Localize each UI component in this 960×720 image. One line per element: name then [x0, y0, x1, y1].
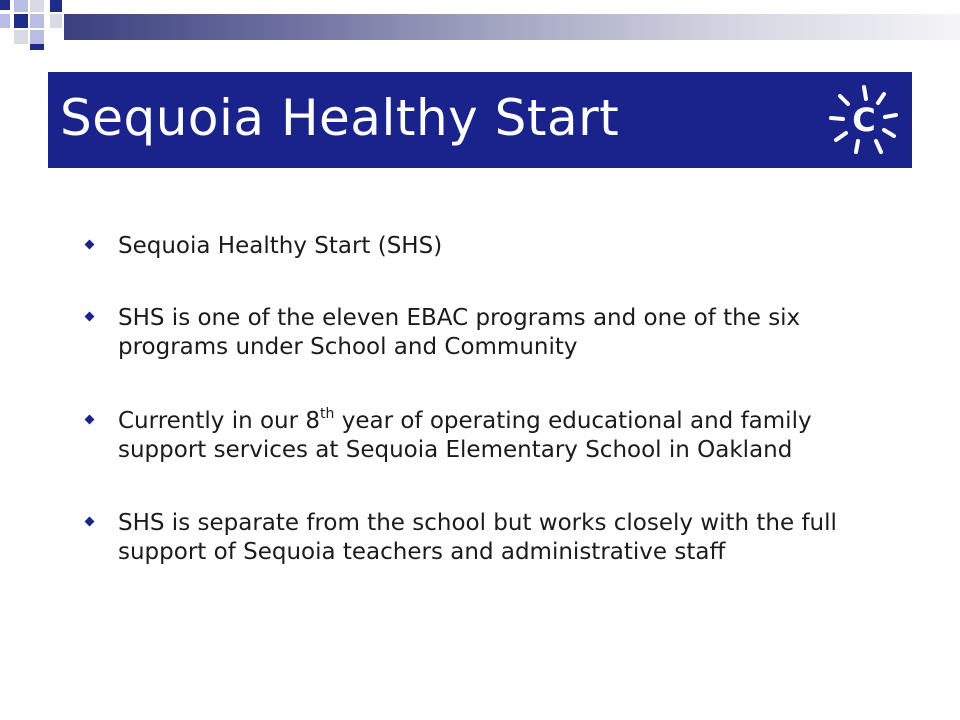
bullet-item [84, 509, 864, 567]
title-bar [48, 72, 912, 168]
decor-square [0, 0, 10, 10]
ordinal-superscript: th [320, 406, 335, 422]
decor-square [14, 14, 28, 28]
decor-square [30, 14, 44, 28]
decor-square [50, 0, 62, 12]
bullet-text: SHS is one of the eleven EBAC programs and one of the six programs under School and Community [118, 305, 801, 360]
decor-square [14, 0, 28, 12]
bullet-item [84, 407, 864, 465]
decor-square [14, 30, 28, 44]
bullet-item [84, 304, 864, 362]
bullet-text-start: Currently in our 8 [118, 408, 321, 434]
decor-square [30, 0, 44, 12]
top-gradient-band [64, 14, 960, 40]
diamond-bullet-icon [85, 240, 95, 250]
diamond-bullet-icon [85, 312, 95, 322]
bullet-list [84, 232, 864, 567]
bullet-text: Sequoia Healthy Start (SHS) [118, 233, 443, 259]
logo-letter: C [852, 101, 876, 139]
decor-square [30, 44, 44, 50]
decor-square [0, 14, 10, 28]
decor-square [50, 14, 62, 28]
slide-title: Sequoia Healthy Start [60, 89, 620, 147]
diamond-bullet-icon [85, 415, 95, 425]
decor-square [30, 30, 44, 44]
bullet-text-end: year of operating educational and family support services at Sequoia Elementary School in Oakland [118, 408, 812, 463]
diamond-bullet-icon [85, 517, 95, 527]
sun-logo-icon [826, 82, 902, 158]
bullet-text: SHS is separate from the school but works closely with the full support of Sequoia teachers and administrative staff [118, 510, 837, 565]
bullet-item [84, 232, 864, 261]
